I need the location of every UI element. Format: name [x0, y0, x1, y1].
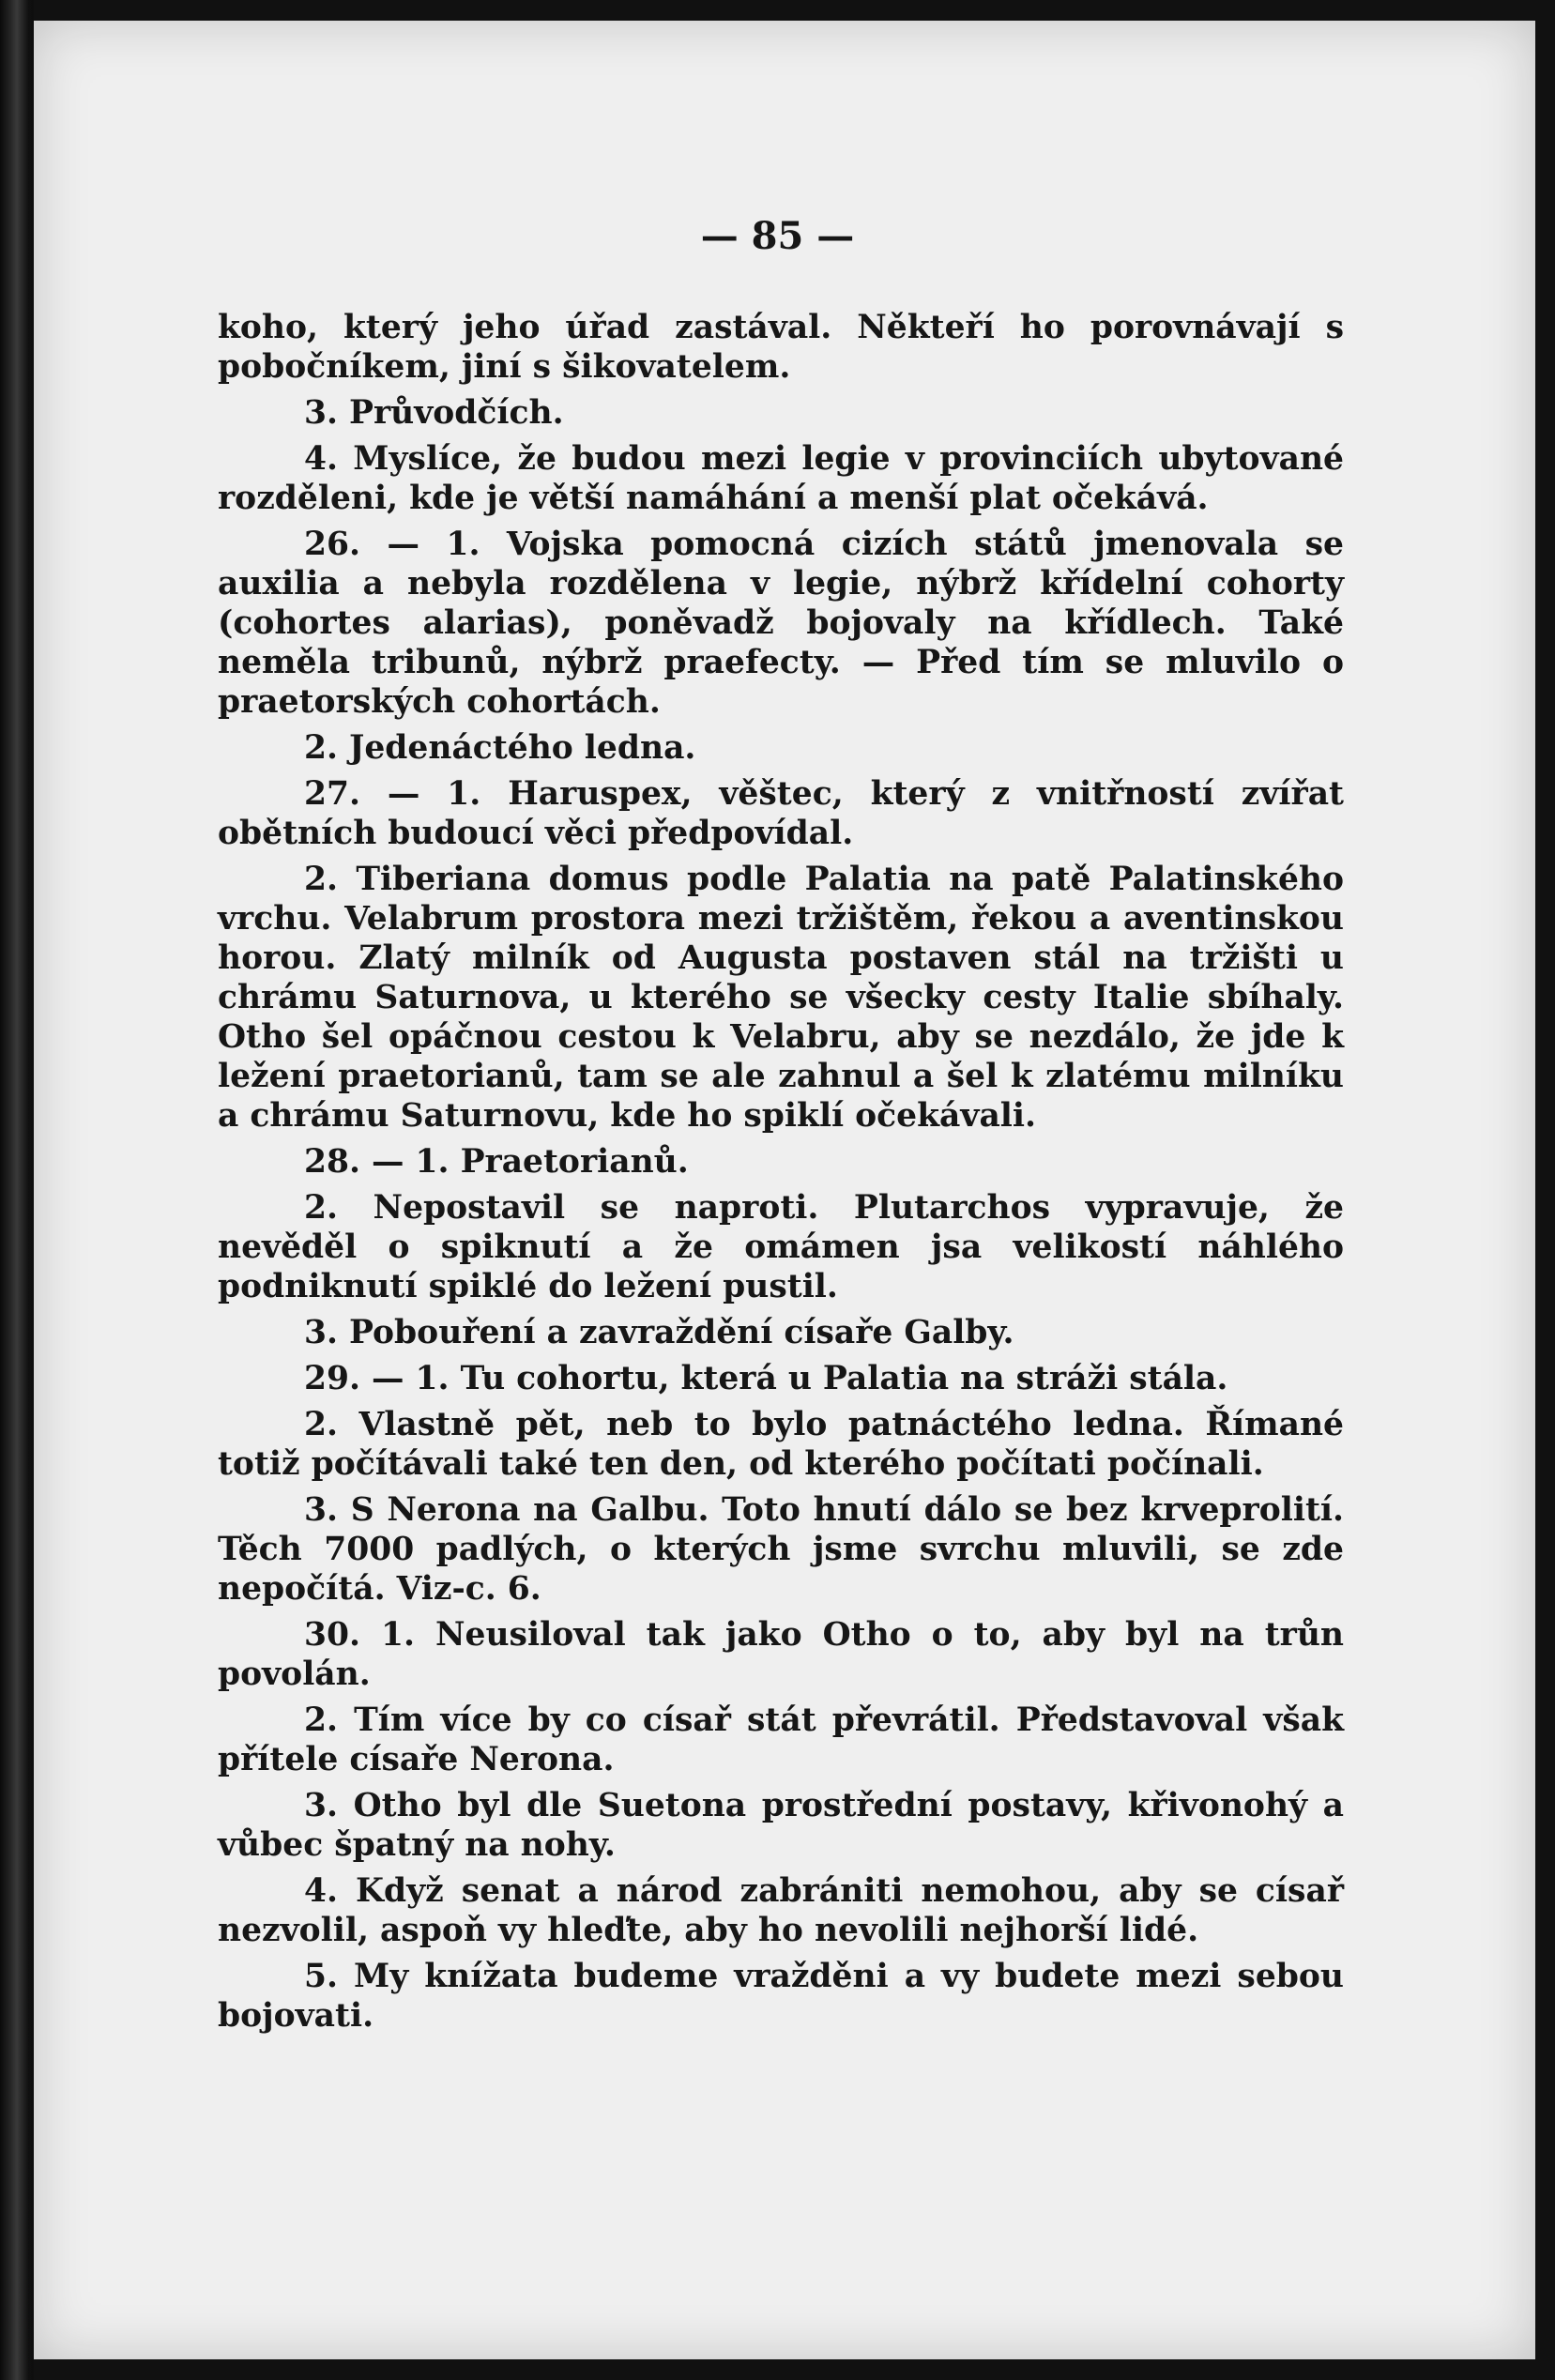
paragraph: 5. My knížata budeme vražděni a vy budete mezi sebou bojovati.: [218, 1958, 1344, 2035]
paragraph: 27. — 1. Haruspex, věštec, který z vnitřností zvířat obětních budoucí věci předpovídal.: [218, 775, 1344, 852]
paragraph: 3. Pobouření a zavraždění císaře Galby.: [304, 1314, 1014, 1351]
paragraph: 3. S Nerona na Galbu. Toto hnutí dálo se bez krveprolití. Těch 7000 padlých, o kterých jsme svrchu mluvili, se zde nepočítá. Viz-c. 6.: [218, 1491, 1344, 1608]
paragraph: 29. — 1. Tu cohortu, která u Palatia na stráži stála.: [304, 1360, 1228, 1397]
paragraph: 2. Tím více by co císař stát převrátil. Představoval však přítele císaře Nerona.: [218, 1701, 1344, 1778]
paragraph: koho, který jeho úřad zastával. Někteří ho porovnávají s pobočníkem, jiní s šikovatelem.: [218, 309, 1344, 386]
paragraph: 2. Vlastně pět, neb to bylo patnáctého ledna. Římané totiž počítávali také ten den, od kterého počítati počínali.: [218, 1406, 1344, 1483]
paragraph: 3. Průvodčích.: [304, 394, 564, 432]
paragraph: 4. Myslíce, že budou mezi legie v provinciích ubytované rozděleni, kde je větší namáhání a menší plat očekává.: [218, 440, 1344, 517]
paragraph: 26. — 1. Vojska pomocná cizích států jmenovala se auxilia a nebyla rozdělena v legie, nýbrž křídelní cohorty (cohortes alarias), poněvadž bojovaly na křídlech. Také neměla tribunů, nýbrž praefecty. — Před tím se mluvilo o praetorských cohortách.: [218, 526, 1344, 721]
paragraph: 4. Když senat a národ zabrániti nemohou, aby se císař nezvolil, aspoň vy hleďte, aby ho nevolili nejhorší lidé.: [218, 1872, 1344, 1949]
paragraph: 2. Tiberiana domus podle Palatia na patě Palatinského vrchu. Velabrum prostora mezi tržištěm, řekou a aventinskou horou. Zlatý milník od Augusta postaven stál na tržišti u chrámu Saturnova, u kteréhо se všecky cesty Italie sbíhaly. Otho šel opáčnou cestou k Velabru, aby se nezdálo, že jde k ležení praetorianů, tam se ale zahnul a šel k zlatému milníku a chrámu Saturnovu, kde ho spiklí očekávali.: [218, 861, 1344, 1135]
book-spine-edge: [0, 0, 34, 2380]
paragraph: 28. — 1. Praetorianů.: [304, 1143, 689, 1181]
paragraph: 2. Jedenáctého ledna.: [304, 729, 696, 767]
main-text: [218, 308, 1344, 2042]
paragraph: 3. Otho byl dle Suetona prostřední postavy, křivonohý a vůbec špatný na nohy.: [218, 1787, 1344, 1864]
paragraph: 30. 1. Neusiloval tak jako Otho o to, aby byl na trůn povolán.: [218, 1616, 1344, 1693]
paragraph: 2. Nepostavil se naproti. Plutarchos vypravuje, že nevěděl o spiknutí a že omámen jsa velikostí náhlého podniknutí spiklé do ležení pustil.: [218, 1189, 1344, 1305]
page-number: — 85 —: [700, 214, 855, 258]
